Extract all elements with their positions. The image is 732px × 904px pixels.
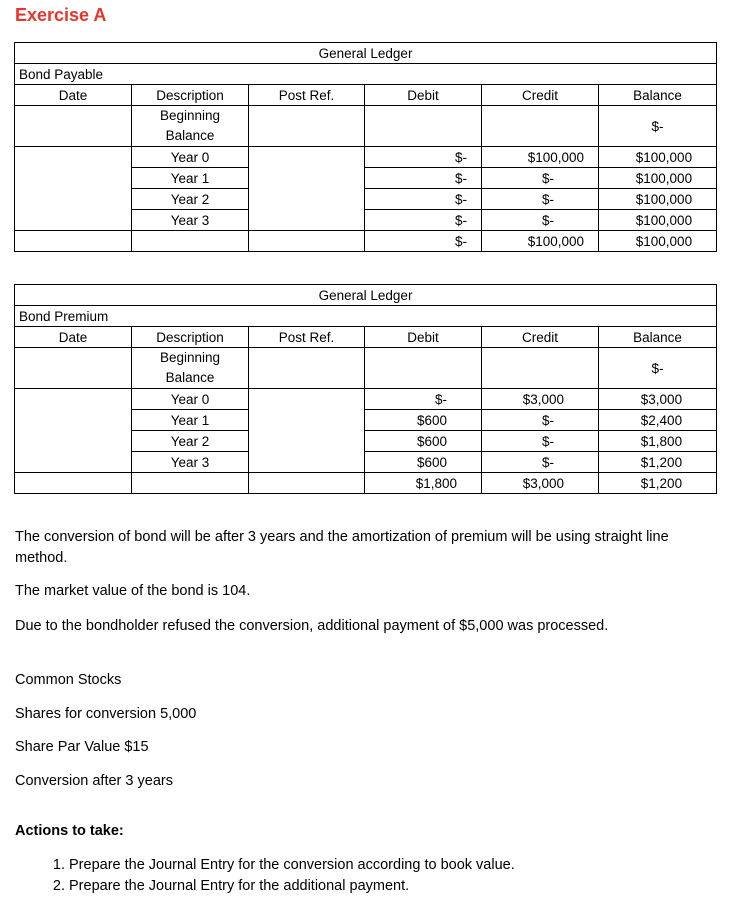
row-debit: $600 [365, 410, 482, 431]
total-balance: $100,000 [599, 231, 717, 252]
row-balance: $1,200 [599, 452, 717, 473]
row-debit: $600 [365, 431, 482, 452]
beginning-desc: Beginning Balance [132, 106, 249, 147]
stocks-heading: Common Stocks [15, 672, 122, 688]
row-desc: Year 1 [132, 168, 249, 189]
action-item: 2. Prepare the Journal Entry for the additional payment. [69, 876, 715, 897]
table-row [15, 147, 717, 168]
row-balance: $2,400 [599, 410, 717, 431]
paragraph-market-value: The market value of the bond is 104. [15, 583, 251, 599]
row-desc: Year 3 [132, 210, 249, 231]
beginning-balance: $- [599, 348, 717, 389]
table-row [15, 389, 717, 410]
row-credit: $- [482, 431, 599, 452]
row-balance: $100,000 [599, 168, 717, 189]
col-description: Description [132, 85, 249, 106]
beginning-balance: $- [599, 106, 717, 147]
col-balance: Balance [599, 85, 717, 106]
col-debit: Debit [365, 327, 482, 348]
col-debit: Debit [365, 85, 482, 106]
column-header-row [15, 327, 717, 348]
row-debit: $- [365, 168, 482, 189]
total-credit: $3,000 [482, 473, 599, 494]
ledger-bond-payable [14, 42, 717, 252]
ledger-bond-premium [14, 284, 717, 494]
row-balance: $100,000 [599, 147, 717, 168]
row-desc: Year 2 [132, 431, 249, 452]
ledger-header: General Ledger [15, 43, 717, 64]
page-title: Exercise A [15, 5, 107, 25]
row-credit: $- [482, 452, 599, 473]
total-balance: $1,200 [599, 473, 717, 494]
table-row [15, 106, 717, 147]
col-date: Date [15, 85, 132, 106]
col-balance: Balance [599, 327, 717, 348]
actions-heading: Actions to take: [15, 823, 124, 839]
row-balance: $100,000 [599, 189, 717, 210]
row-debit: $- [365, 210, 482, 231]
row-credit: $- [482, 210, 599, 231]
total-row [15, 473, 717, 494]
stocks-conversion: Conversion after 3 years [15, 773, 173, 789]
row-desc: Year 1 [132, 410, 249, 431]
actions-list [15, 855, 715, 897]
stocks-par: Share Par Value $15 [15, 739, 149, 755]
total-row [15, 231, 717, 252]
row-credit: $100,000 [482, 147, 599, 168]
row-credit: $- [482, 168, 599, 189]
row-debit: $- [365, 389, 482, 410]
ledger-header: General Ledger [15, 285, 717, 306]
col-credit: Credit [482, 85, 599, 106]
row-balance: $3,000 [599, 389, 717, 410]
row-balance: $1,800 [599, 431, 717, 452]
paragraph-additional-payment: Due to the bondholder refused the conversion, additional payment of $5,000 was processed. [15, 618, 609, 634]
col-post-ref: Post Ref. [249, 85, 365, 106]
account-name: Bond Payable [15, 64, 717, 85]
beginning-desc: Beginning Balance [132, 348, 249, 389]
row-credit: $3,000 [482, 389, 599, 410]
row-balance: $100,000 [599, 210, 717, 231]
row-desc: Year 0 [132, 147, 249, 168]
row-debit: $- [365, 189, 482, 210]
col-description: Description [132, 327, 249, 348]
table-row [15, 348, 717, 389]
row-desc: Year 0 [132, 389, 249, 410]
row-debit: $- [365, 147, 482, 168]
row-debit: $600 [365, 452, 482, 473]
paragraph-conversion: The conversion of bond will be after 3 years and the amortization of premium will be using straight line method. [15, 529, 669, 566]
row-desc: Year 2 [132, 189, 249, 210]
row-desc: Year 3 [132, 452, 249, 473]
total-debit: $- [365, 231, 482, 252]
action-item: 1. Prepare the Journal Entry for the conversion according to book value. [69, 855, 715, 876]
total-credit: $100,000 [482, 231, 599, 252]
row-credit: $- [482, 189, 599, 210]
row-credit: $- [482, 410, 599, 431]
stocks-shares: Shares for conversion 5,000 [15, 706, 197, 722]
col-date: Date [15, 327, 132, 348]
col-post-ref: Post Ref. [249, 327, 365, 348]
account-name: Bond Premium [15, 306, 717, 327]
column-header-row [15, 85, 717, 106]
total-debit: $1,800 [365, 473, 482, 494]
col-credit: Credit [482, 327, 599, 348]
